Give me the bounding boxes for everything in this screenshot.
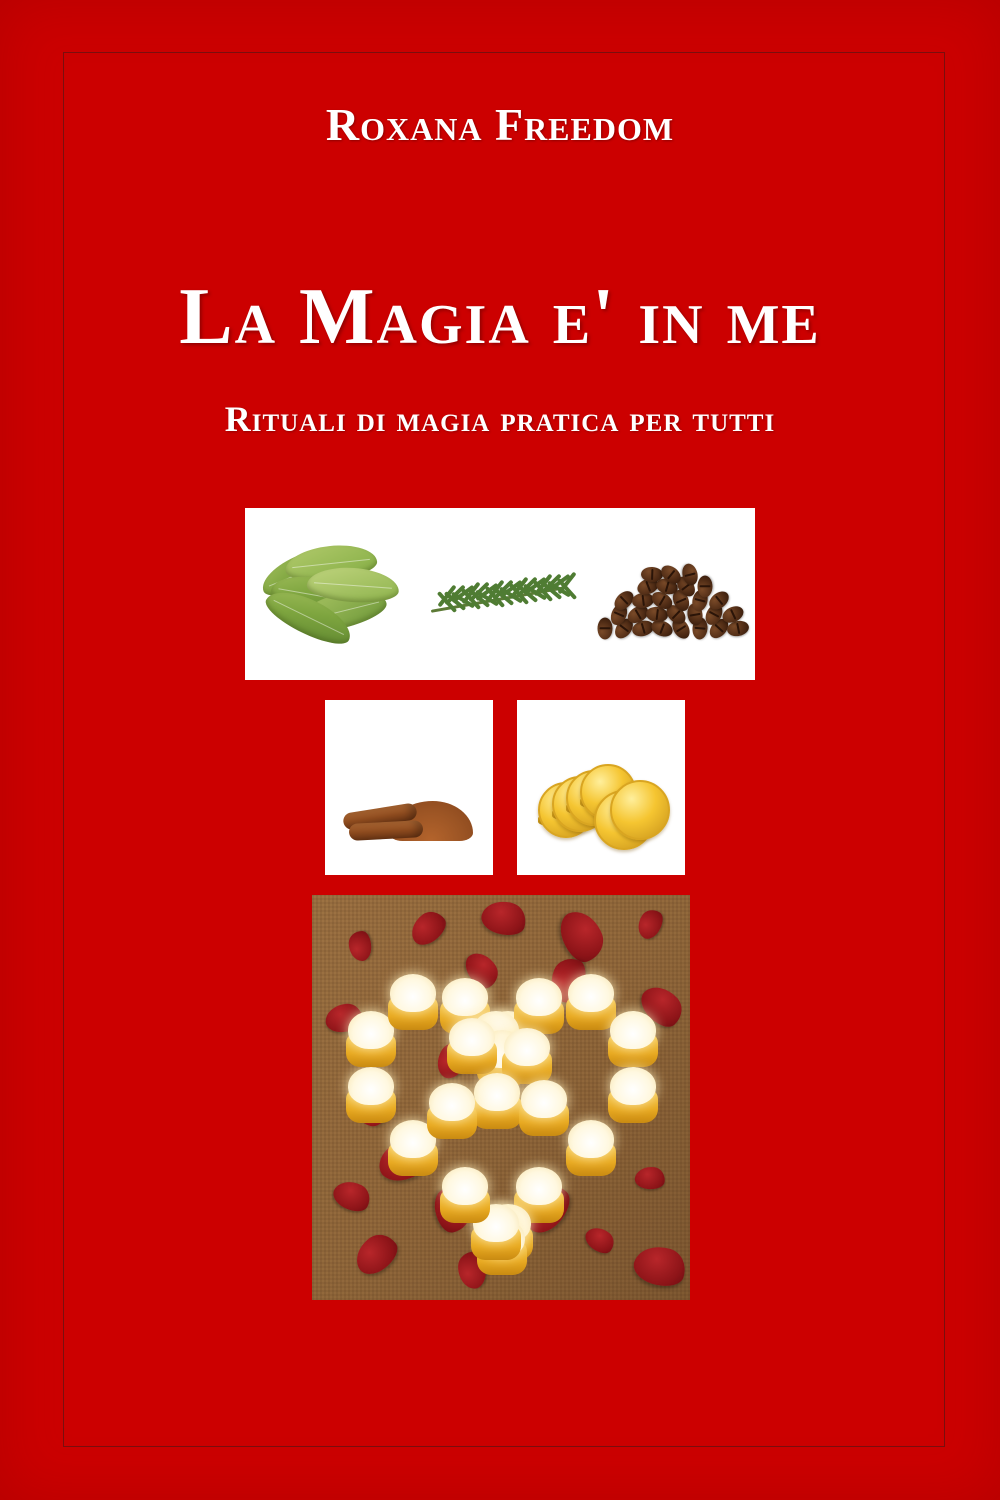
- gold-coins-photo: [517, 700, 685, 875]
- rosemary-photo: [416, 508, 584, 680]
- coffee-beans-photo: [586, 508, 754, 680]
- heart-candles-photo: [312, 895, 690, 1300]
- cinnamon-photo: [325, 700, 493, 875]
- bay-leaves-photo: [246, 508, 414, 680]
- image-band-top: [245, 508, 755, 680]
- book-title: La Magia e' in me: [179, 273, 821, 361]
- author-name: Roxana Freedom: [325, 99, 675, 150]
- book-subtitle: Rituali di magia pratica per tutti: [224, 399, 776, 439]
- image-band-middle: [325, 700, 677, 875]
